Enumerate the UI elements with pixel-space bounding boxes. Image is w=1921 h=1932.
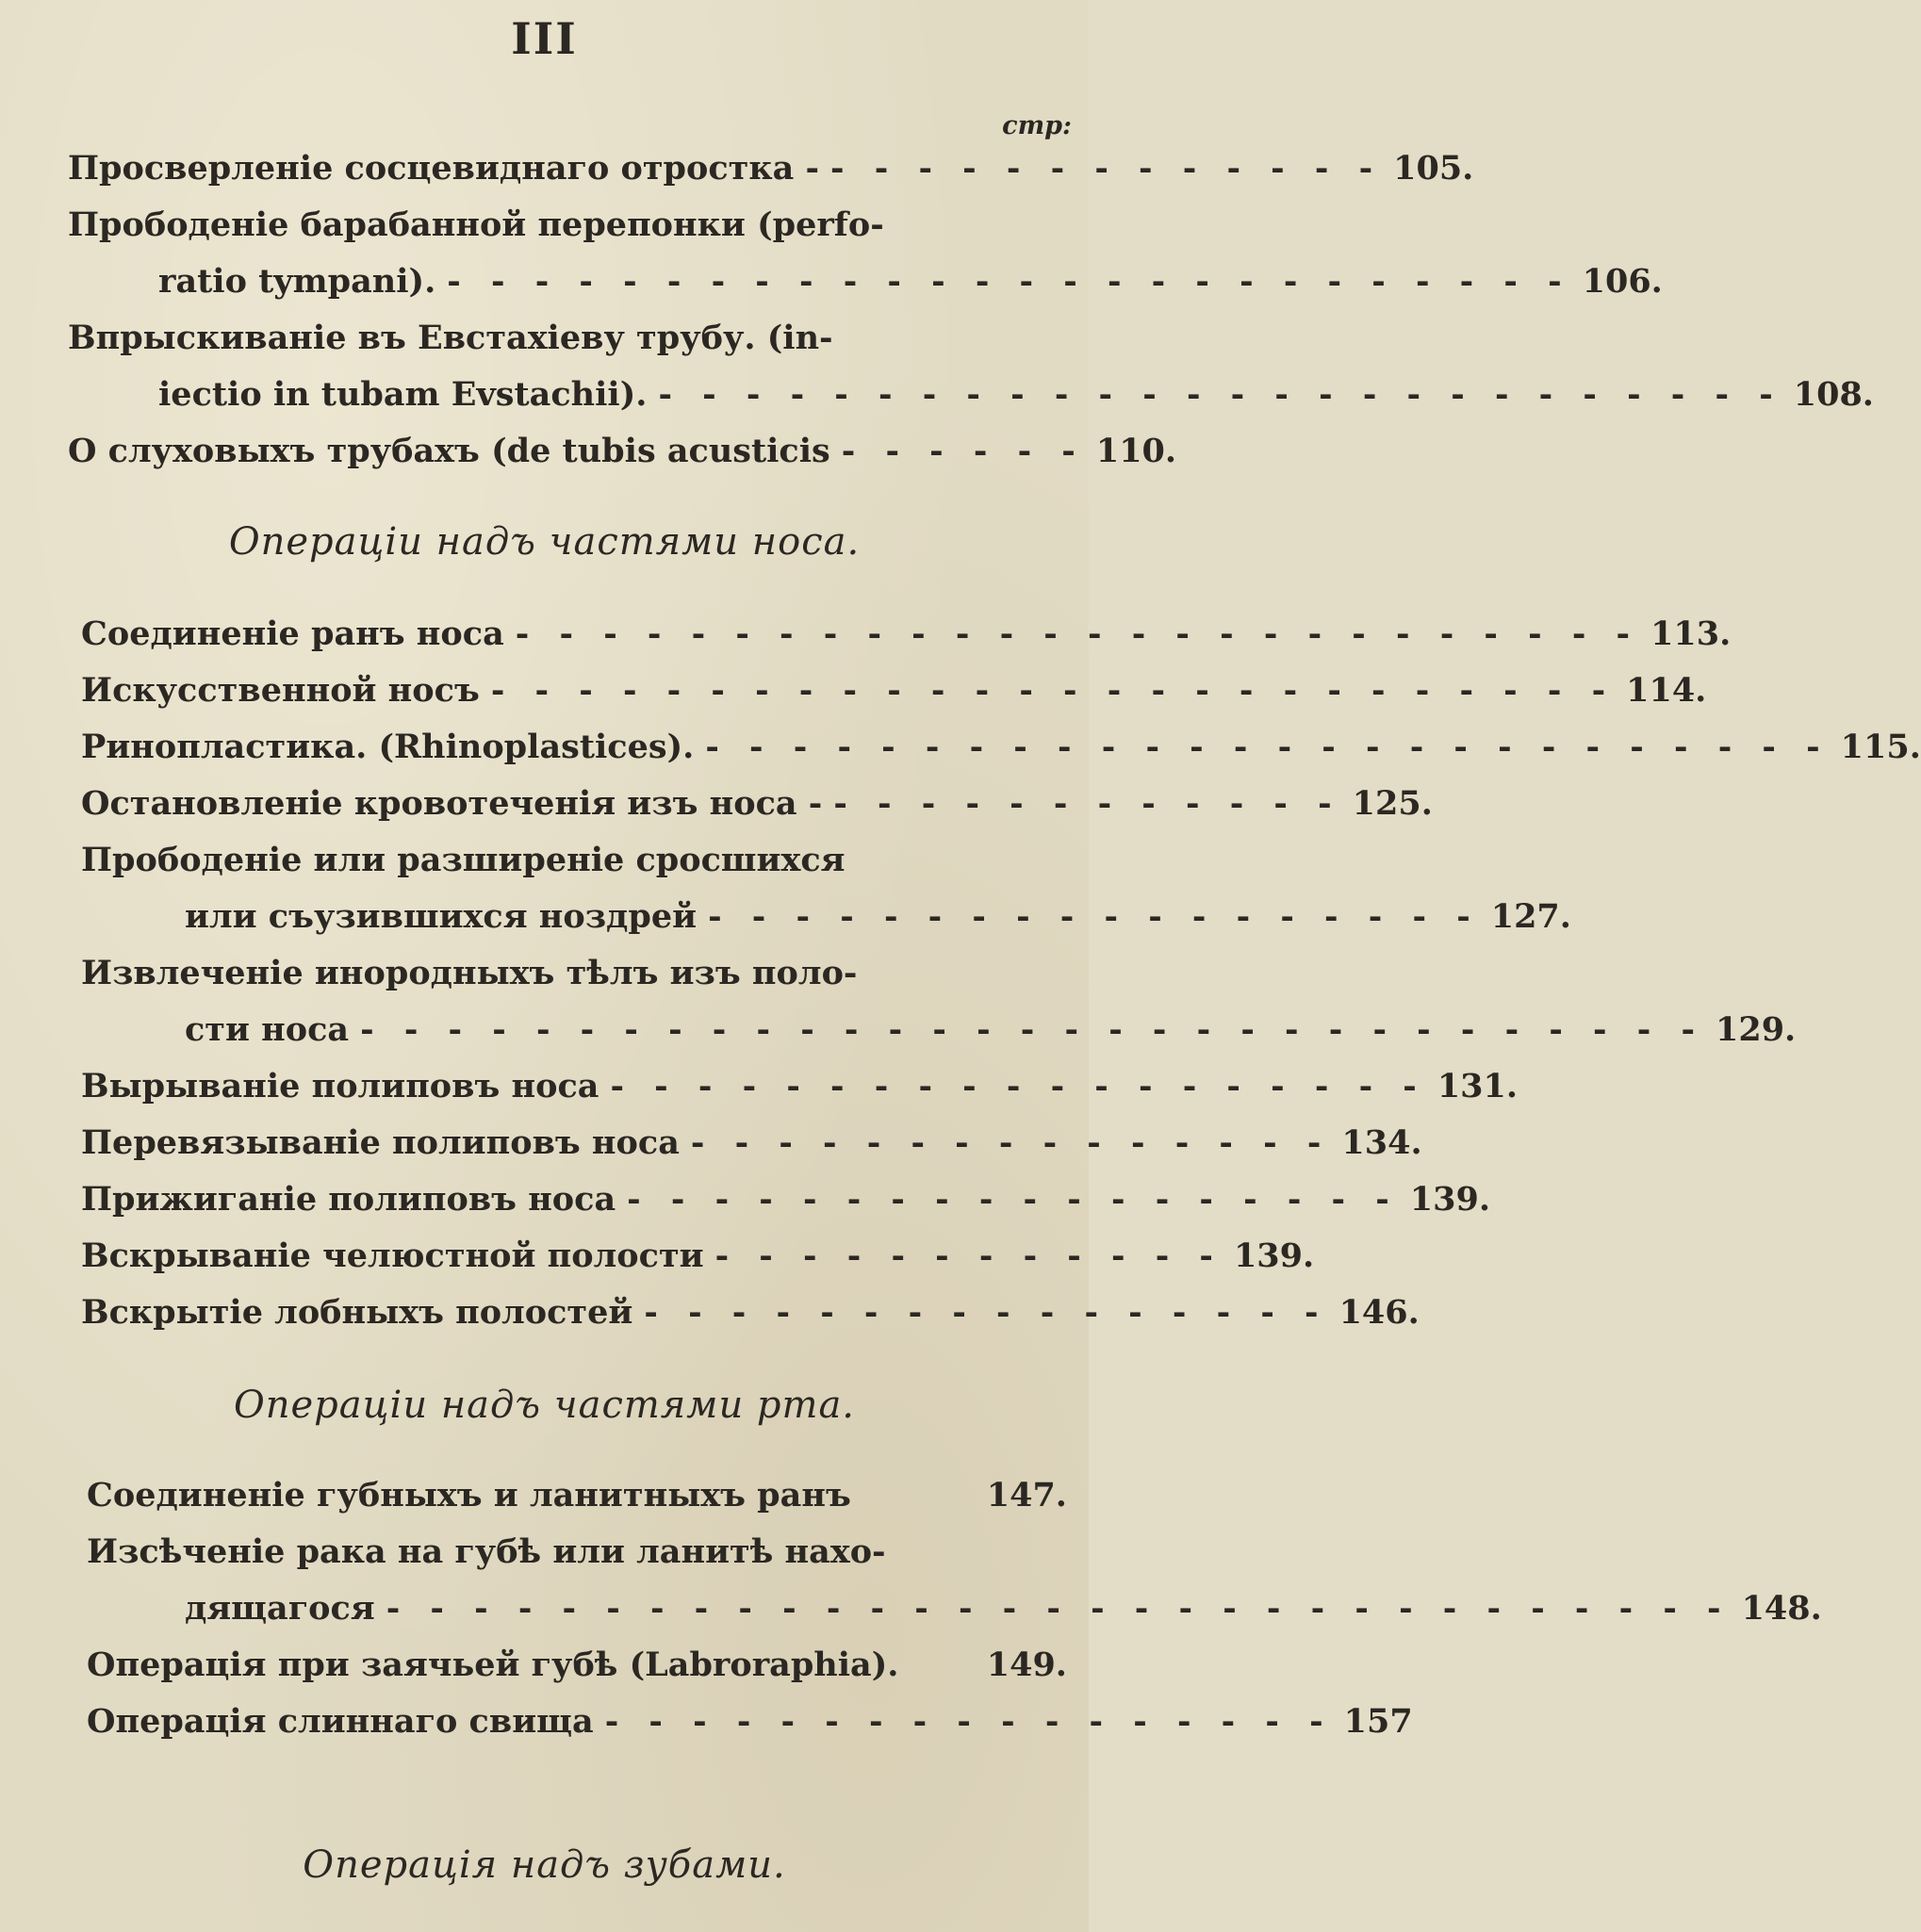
toc-entry xyxy=(81,1180,1491,1219)
leader-dashes: - - - - - - - - - - - - - - - xyxy=(690,1123,1331,1162)
toc-entry-text: Вскрываніе челюстной полости xyxy=(81,1236,704,1275)
toc-entry-text: Соединеніе губныхъ и ланитныхъ ранъ xyxy=(87,1476,851,1514)
leader-dashes: - - - - - - - - - - - - - xyxy=(830,149,1383,188)
leader-dashes: - - - - - - xyxy=(841,432,1085,470)
toc-entry-page: 131. xyxy=(1437,1067,1519,1105)
toc-entry-page: 134. xyxy=(1341,1123,1422,1162)
toc-entry-text: дящагося xyxy=(185,1589,375,1628)
leader-dashes: - - - - - - - - - - - - - - - - - - - - - - - - - - - - - - - xyxy=(386,1589,1731,1628)
toc-entry-text: О слуховыхъ трубахъ (de tubis acusticis xyxy=(68,432,830,470)
page-column-label: стр: xyxy=(1002,111,1072,140)
leader-dashes: - - - - - - - - - - - - - - - - - xyxy=(604,1702,1333,1741)
section-title-nose: Операціи надъ частями носа. xyxy=(228,520,861,564)
toc-entry-page: 115. xyxy=(1840,728,1921,766)
toc-entry-page: 146. xyxy=(1338,1293,1420,1332)
toc-entry xyxy=(185,1589,1822,1628)
leader-dashes: - - - - - - - - - - - - - - - - - - - - - - - - - - xyxy=(705,728,1830,766)
toc-entry-page: 139. xyxy=(1233,1236,1315,1275)
leader-dashes: - - - - - - - - - - - - - - - - - - - xyxy=(610,1067,1426,1105)
toc-entry xyxy=(68,149,1474,188)
leader-dashes: - - - - - - - - - - - - - - - - - - xyxy=(627,1180,1399,1219)
toc-entry-text: Просверленіе сосцевиднаго отростка - xyxy=(68,149,820,188)
leader-dashes: - - - - - - - - - - - - xyxy=(714,1236,1223,1275)
toc-entry-page: 106. xyxy=(1582,262,1663,301)
toc-entry-text: Ринопластика. (Rhinoplastices). xyxy=(81,728,695,766)
toc-entry xyxy=(81,784,1433,823)
toc-entry xyxy=(185,897,1571,936)
toc-entry-text: Изсѣченіе рака на губѣ или ланитѣ нахо- xyxy=(87,1532,886,1571)
toc-entry xyxy=(68,432,1177,470)
toc-entry xyxy=(185,1010,1797,1049)
toc-entry xyxy=(68,205,1067,244)
toc-entry xyxy=(81,841,1067,879)
toc-entry-text: Прободеніе или разширеніе сросшихся xyxy=(81,841,846,879)
toc-entry xyxy=(68,319,1067,357)
toc-entry-text: Остановленіе кровотеченія изъ носа - xyxy=(81,784,823,823)
toc-entry-page: 149. xyxy=(986,1645,1067,1684)
toc-entry-text: Прижиганіе полиповъ носа xyxy=(81,1180,616,1219)
toc-entry-page: 125. xyxy=(1352,784,1433,823)
toc-entry-page: 114. xyxy=(1626,671,1707,710)
toc-entry-text: Вырываніе полиповъ носа xyxy=(81,1067,599,1105)
toc-entry-text: Операція слиннаго свища xyxy=(87,1702,594,1741)
toc-entry-page: 108. xyxy=(1793,375,1874,414)
toc-entry xyxy=(158,262,1663,301)
leader-dashes: - - - - - - - - - - - - - - - - - - xyxy=(708,897,1480,936)
toc-entry xyxy=(81,671,1707,710)
toc-entry-text: iectio in tubam Evstachii). xyxy=(158,375,648,414)
toc-entry-text: Извлеченіе инородныхъ тѣлъ изъ поло- xyxy=(81,954,858,992)
toc-entry-page: 157 xyxy=(1343,1702,1413,1741)
leader-dashes: - - - - - - - - - - - - - - - - - - - - - - - - - - xyxy=(515,614,1640,653)
toc-entry-page: 139. xyxy=(1409,1180,1491,1219)
toc-entry-page: 129. xyxy=(1715,1010,1797,1049)
toc-entry-text: сти носа xyxy=(185,1010,350,1049)
toc-entry xyxy=(81,1123,1422,1162)
toc-entry-page: 105. xyxy=(1393,149,1474,188)
leader-dashes: - - - - - - - - - - - - - - - - xyxy=(644,1293,1328,1332)
toc-entry-text: Впрыскиваніе въ Евстахіеву трубу. (in- xyxy=(68,319,833,357)
toc-entry xyxy=(81,1293,1420,1332)
toc-entry xyxy=(87,1532,1067,1571)
leader-dashes: - - - - - - - - - - - - xyxy=(833,784,1341,823)
toc-entry xyxy=(87,1645,1067,1684)
toc-entry-text: Перевязываніе полиповъ носа xyxy=(81,1123,680,1162)
toc-entry-text: Операція при заячьей губѣ (Labroraphia). xyxy=(87,1645,899,1684)
toc-entry xyxy=(81,1236,1315,1275)
toc-entry xyxy=(87,1702,1413,1741)
toc-entry-text: Искусственной носъ xyxy=(81,671,480,710)
toc-entry-page: 113. xyxy=(1650,614,1732,653)
section-title-teeth: Операція надъ зубами. xyxy=(303,1843,786,1887)
toc-entry xyxy=(81,1067,1519,1105)
toc-entry-text: или съузившихся ноздрей xyxy=(185,897,698,936)
toc-entry-page: 110. xyxy=(1095,432,1177,470)
toc-entry xyxy=(158,375,1874,414)
toc-entry-text: Вскрытіе лобныхъ полостей xyxy=(81,1293,633,1332)
toc-entry xyxy=(81,954,1067,992)
leader-dashes: - - - - - - - - - - - - - - - - - - - - - - - - - - - - - - - xyxy=(360,1010,1704,1049)
section-title-mouth: Операціи надъ частями рта. xyxy=(233,1384,856,1427)
toc-entry-text: Прободеніе барабанной перепонки (perfo- xyxy=(68,205,884,244)
toc-entry-text: Соединеніе ранъ носа xyxy=(81,614,504,653)
page-number-header: III xyxy=(511,13,578,64)
toc-entry-page: 148. xyxy=(1741,1589,1822,1628)
leader-dashes: - - - - - - - - - - - - - - - - - - - - - - - - - - xyxy=(658,375,1782,414)
toc-entry-page: 147. xyxy=(986,1476,1067,1514)
toc-entry-page: 127. xyxy=(1490,897,1571,936)
toc-entry xyxy=(87,1476,1067,1514)
toc-entry xyxy=(81,614,1732,653)
leader-dashes: - - - - - - - - - - - - - - - - - - - - - - - - - - xyxy=(447,262,1571,301)
toc-entry xyxy=(81,728,1921,766)
leader-dashes: - - - - - - - - - - - - - - - - - - - - - - - - - - xyxy=(490,671,1616,710)
toc-entry-text: ratio tympani). xyxy=(158,262,436,301)
